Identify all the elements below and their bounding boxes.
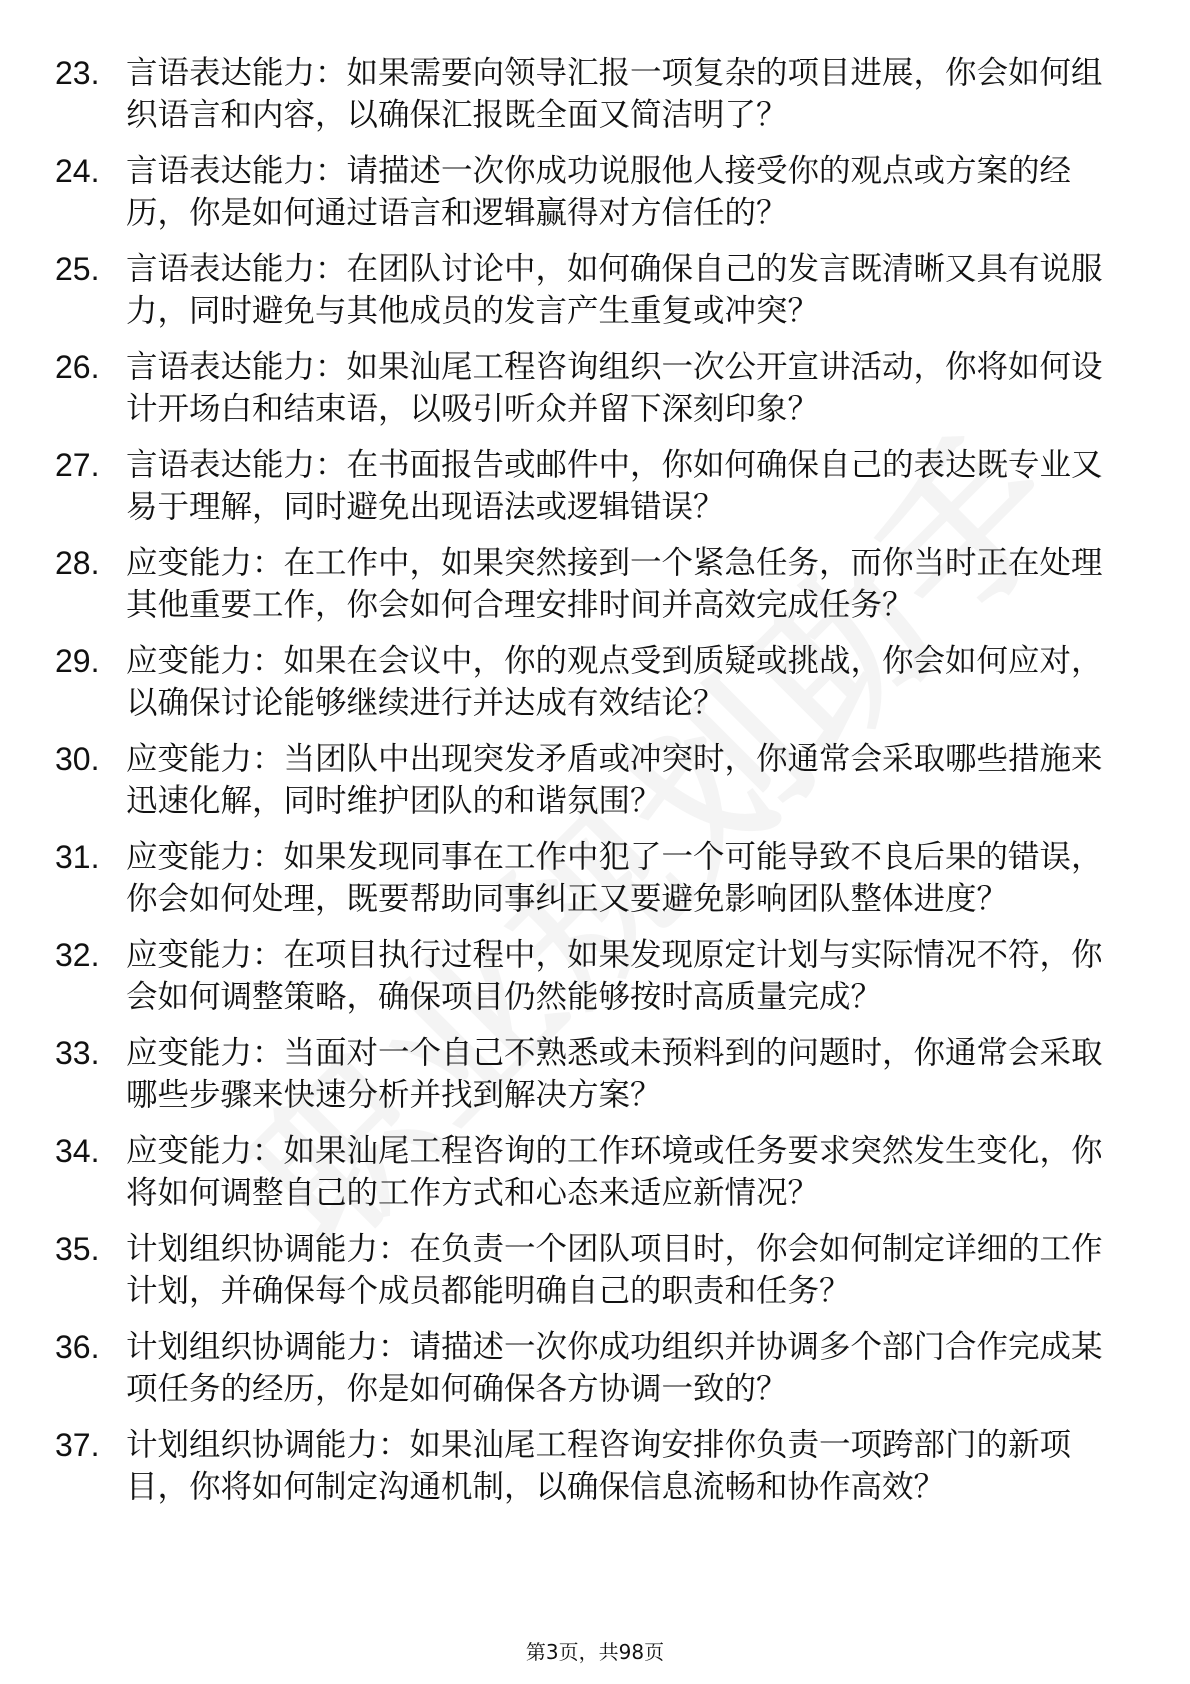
- question-item-33: [0, 1032, 1190, 1116]
- question-item-35: [0, 1228, 1190, 1312]
- question-text: 计划组织协调能力：请描述一次你成功组织并协调多个部门合作完成某项任务的经历，你是如何确保各方协调一致的？: [126, 1329, 1103, 1407]
- question-text: 言语表达能力：如果需要向领导汇报一项复杂的项目进展，你会如何组织语言和内容，以确保汇报既全面又简洁明了？: [126, 55, 1103, 133]
- question-number: 24.: [55, 153, 100, 189]
- question-list: [0, 52, 1190, 1522]
- question-item-25: [0, 248, 1190, 332]
- question-item-34: [0, 1130, 1190, 1214]
- question-text: 言语表达能力：请描述一次你成功说服他人接受你的观点或方案的经历，你是如何通过语言和逻辑赢得对方信任的？: [126, 153, 1072, 231]
- question-item-30: [0, 738, 1190, 822]
- question-text: 应变能力：在工作中，如果突然接到一个紧急任务，而你当时正在处理其他重要工作，你会如何合理安排时间并高效完成任务？: [126, 545, 1103, 623]
- question-number: 27.: [55, 447, 100, 483]
- question-number: 34.: [55, 1133, 100, 1169]
- question-text: 言语表达能力：如果汕尾工程咨询组织一次公开宣讲活动，你将如何设计开场白和结束语，以吸引听众并留下深刻印象？: [126, 349, 1103, 427]
- question-text: 应变能力：如果汕尾工程咨询的工作环境或任务要求突然发生变化，你将如何调整自己的工作方式和心态来适应新情况？: [126, 1133, 1103, 1211]
- question-text: 言语表达能力：在书面报告或邮件中，你如何确保自己的表达既专业又易于理解，同时避免出现语法或逻辑错误？: [126, 447, 1103, 525]
- question-item-28: [0, 542, 1190, 626]
- question-item-36: [0, 1326, 1190, 1410]
- question-number: 35.: [55, 1231, 100, 1267]
- question-text: 应变能力：如果在会议中，你的观点受到质疑或挑战，你会如何应对，以确保讨论能够继续进行并达成有效结论？: [126, 643, 1103, 721]
- question-number: 26.: [55, 349, 100, 385]
- question-item-32: [0, 934, 1190, 1018]
- page-footer: 第3页，共98页: [525, 1640, 665, 1664]
- question-number: 23.: [55, 55, 100, 91]
- question-number: 36.: [55, 1329, 100, 1365]
- question-text: 计划组织协调能力：在负责一个团队项目时，你会如何制定详细的工作计划，并确保每个成员都能明确自己的职责和任务？: [126, 1231, 1103, 1309]
- question-item-29: [0, 640, 1190, 724]
- question-item-26: [0, 346, 1190, 430]
- question-number: 33.: [55, 1035, 100, 1071]
- question-number: 25.: [55, 251, 100, 287]
- question-item-24: [0, 150, 1190, 234]
- question-text: 应变能力：如果发现同事在工作中犯了一个可能导致不良后果的错误，你会如何处理，既要帮助同事纠正又要避免影响团队整体进度？: [126, 839, 1103, 917]
- question-text: 应变能力：在项目执行过程中，如果发现原定计划与实际情况不符，你会如何调整策略，确保项目仍然能够按时高质量完成？: [126, 937, 1103, 1015]
- question-text: 计划组织协调能力：如果汕尾工程咨询安排你负责一项跨部门的新项目，你将如何制定沟通机制，以确保信息流畅和协作高效？: [126, 1427, 1072, 1505]
- question-item-37: [0, 1424, 1190, 1508]
- question-text: 应变能力：当面对一个自己不熟悉或未预料到的问题时，你通常会采取哪些步骤来快速分析并找到解决方案？: [126, 1035, 1103, 1113]
- question-item-23: [0, 52, 1190, 136]
- question-number: 28.: [55, 545, 100, 581]
- question-text: 应变能力：当团队中出现突发矛盾或冲突时，你通常会采取哪些措施来迅速化解，同时维护团队的和谐氛围？: [126, 741, 1103, 819]
- question-number: 37.: [55, 1427, 100, 1463]
- question-item-31: [0, 836, 1190, 920]
- question-number: 29.: [55, 643, 100, 679]
- question-number: 32.: [55, 937, 100, 973]
- question-item-27: [0, 444, 1190, 528]
- question-text: 言语表达能力：在团队讨论中，如何确保自己的发言既清晰又具有说服力，同时避免与其他成员的发言产生重复或冲突？: [126, 251, 1103, 329]
- question-number: 31.: [55, 839, 100, 875]
- question-number: 30.: [55, 741, 100, 777]
